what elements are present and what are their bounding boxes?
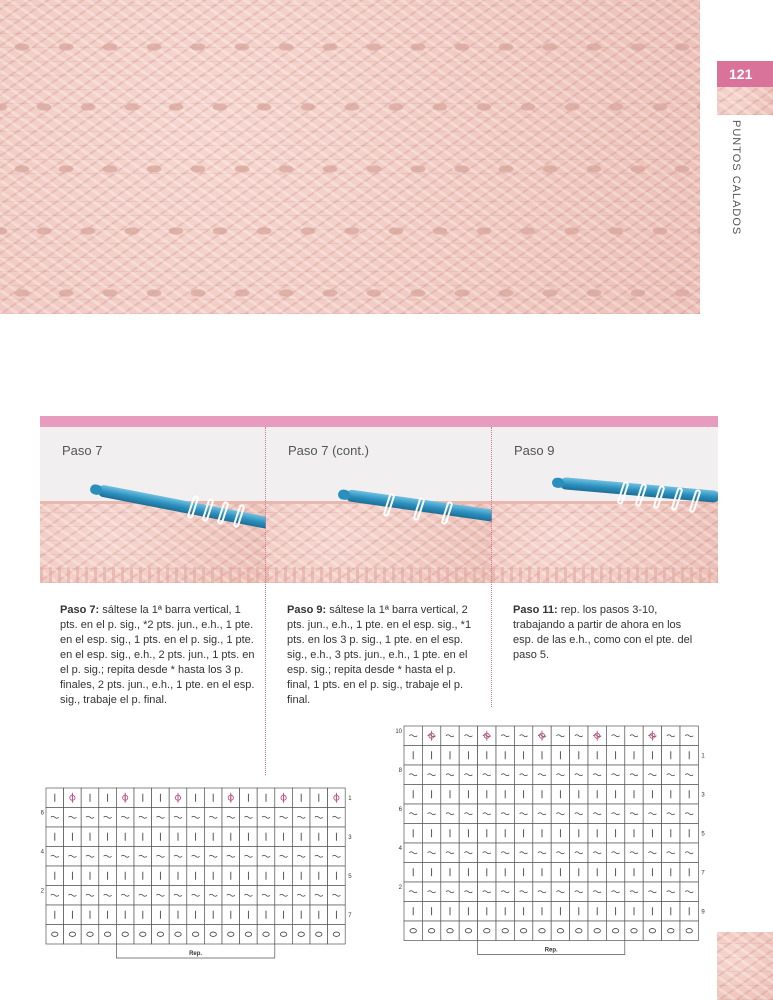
chart-grid [41,788,353,958]
chart-cell [533,921,551,941]
stitch-chart-1 [38,786,368,972]
row-number: 6 [398,807,402,813]
chart-cell [422,921,440,941]
chart-cell [680,921,698,941]
row-number: 5 [701,831,705,838]
step-label: Paso 9: [287,604,327,616]
chart-cell [292,925,310,945]
chart-cell [116,925,134,945]
chart-cell [134,925,152,945]
chart-cell [606,921,624,941]
stitch-chart-grid [38,786,368,972]
row-number: 2 [398,885,402,891]
chart-cell [570,921,588,941]
steps-band [40,416,718,427]
corner-swatch-photo [717,932,773,1000]
column-divider [491,427,492,707]
chart-cell [459,921,477,941]
eyelet-row [0,224,700,238]
step-photo-2 [266,427,492,583]
chart-cell [99,925,117,945]
chart-cell [328,925,346,945]
step-instruction-3 [513,603,703,663]
chart-grid [395,726,705,955]
step-photo-title: Paso 9 [514,443,555,458]
chart-cell [588,921,606,941]
step-label: Paso 11: [513,604,558,616]
step-photo-1 [40,427,266,583]
step-body: sáltese la 1ª barra vertical, 2 pts. jun., e.h., 1 pte. en el esp. sig., *1 pts. en los 3 p. sig., 1 pte. en el esp. sig., e.h., 3 pts. jun., e.h., 1 pte. en el esp. sig.; repita desde * hasta el p. final, 1 pts. en el p. sig., trabaje el p. final. [287,604,472,706]
step-body: rep. los pasos 3-10, trabajando a partir de ahora en los esp. de las e.h., como con el pte. del paso 5. [513,604,693,661]
repeat-label: Rep. [544,947,558,954]
chart-cell [222,925,240,945]
step-body: sáltese la 1ª barra vertical, 1 pts. en el p. sig., *2 pts. jun., e.h., 1 pte. en el esp. sig., 1 pts. en el p. sig., 1 pte. en el esp. sig., e.h., 2 pts. jun., 1 pts. en el p. sig.; repita desde * hasta los 3 p. finales, 2 pts. jun., e.h., 1 pte. en el esp. sig., trabaje el p. final. [60,604,255,706]
chart-cell [478,921,496,941]
chart-cell [257,925,275,945]
row-number: 1 [701,753,705,760]
chart-cell [643,921,661,941]
row-number: 3 [701,792,705,799]
chart-cell [496,921,514,941]
row-number: 5 [348,873,352,880]
chart-cell [169,925,187,945]
chart-cell [441,921,459,941]
chart-cell [551,921,569,941]
row-number: 9 [701,909,705,916]
section-title: PUNTOS CALADOS [730,120,742,236]
chart-cell [275,925,293,945]
chart-cell [152,925,170,945]
chart-cell [204,925,222,945]
row-number: 10 [395,729,402,735]
chart-cell [404,921,422,941]
chart-cell [514,921,532,941]
stitch-chart-2 [388,724,714,972]
row-number: 3 [348,834,352,841]
fabric-photo [492,501,718,583]
step-instruction-2 [287,603,477,708]
step-instruction-1 [60,603,256,708]
row-number: 6 [40,810,44,817]
chart-cell [310,925,328,945]
page-number: 121 [729,66,753,82]
chart-cell [625,921,643,941]
tab-swatch-photo [717,87,773,115]
repeat-label: Rep. [189,951,203,957]
page-number-tab [717,61,773,87]
row-number: 1 [348,795,352,802]
eyelet-row [0,286,700,300]
chart-cell [46,925,64,945]
row-number: 2 [40,888,44,895]
step-photo-title: Paso 7 [62,443,103,458]
chart-cell [187,925,205,945]
eyelet-row [0,162,700,176]
step-label: Paso 7: [60,604,100,616]
row-number: 8 [398,768,402,774]
chart-cell [240,925,258,945]
row-number: 4 [40,849,44,856]
hero-swatch-photo [0,0,700,314]
row-number: 7 [701,870,705,877]
chart-cell [64,925,82,945]
step-photo-3 [492,427,718,583]
column-divider [265,427,266,775]
eyelet-row [0,40,700,54]
step-photo-title: Paso 7 (cont.) [288,443,369,458]
row-number: 4 [398,846,402,852]
eyelet-row [0,100,700,114]
chart-cell [662,921,680,941]
row-number: 7 [348,912,352,919]
stitch-chart-grid [388,724,714,972]
chart-cell [81,925,99,945]
